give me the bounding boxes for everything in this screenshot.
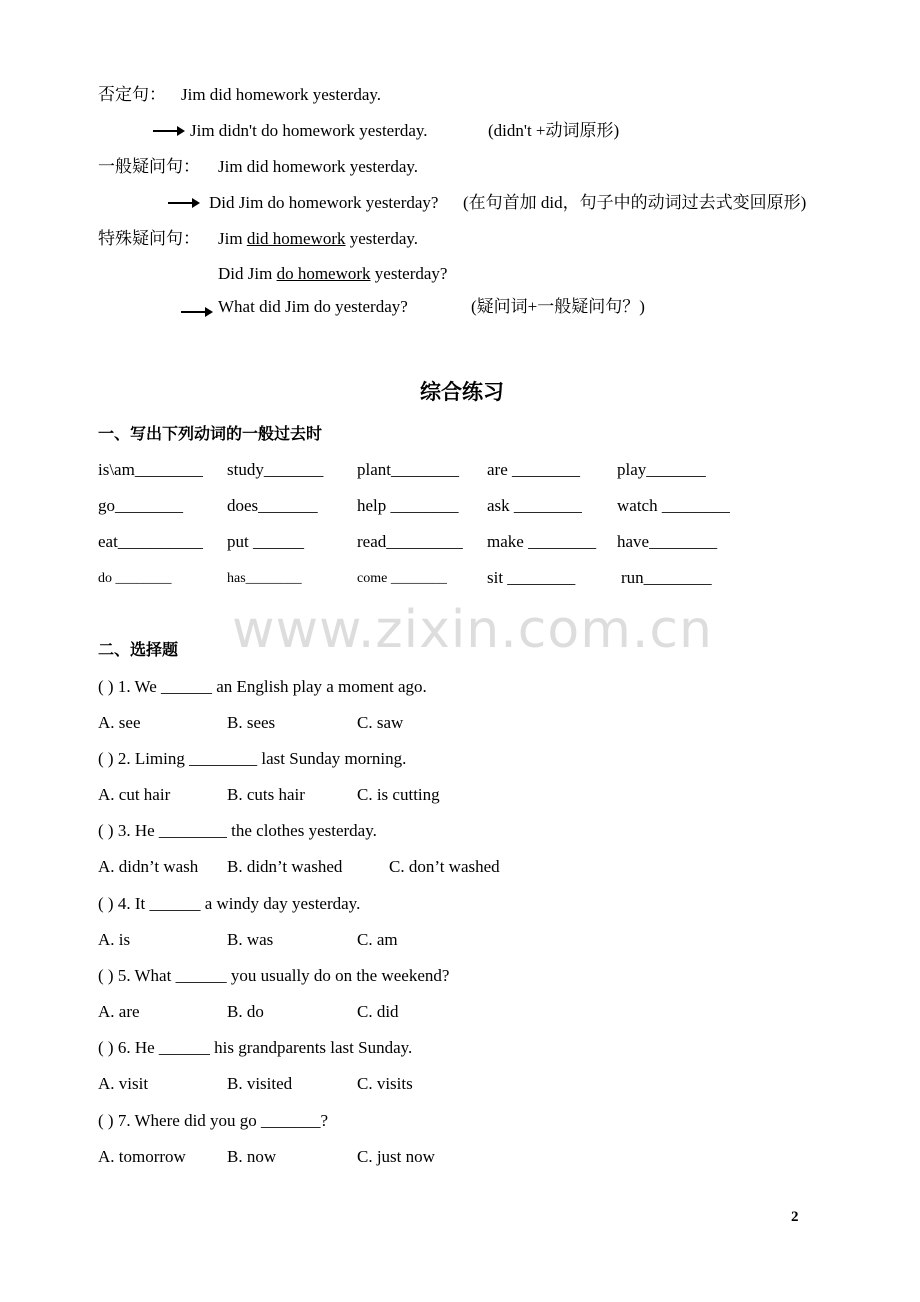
watermark: www.zixin.com.cn: [232, 600, 713, 660]
verb-item: sit ________: [487, 568, 576, 587]
special-question-line1: [218, 229, 418, 249]
verb-item: ask ________: [487, 496, 582, 515]
special-line1-pre: Jim: [218, 229, 247, 248]
verb-item: go________: [98, 496, 183, 515]
option-a: A. is: [98, 930, 131, 949]
verb-item: do ________: [98, 571, 172, 586]
negative-result: Jim didn't do homework yesterday.: [190, 121, 428, 140]
special-question-note: (疑问词+一般疑问句？): [471, 297, 645, 316]
general-question-result: Did Jim do homework yesterday?: [209, 193, 439, 212]
option-c: C. just now: [357, 1147, 435, 1166]
verb-item: eat__________: [98, 532, 203, 551]
general-question-note: (在句首加 did，句子中的动词过去式变回原形): [463, 193, 807, 212]
negative-note: (didn't +动词原形): [488, 121, 620, 140]
special-line1-underlined: did homework: [246, 229, 346, 248]
section1-heading: 一、写出下列动词的一般过去时: [98, 424, 323, 443]
option-b: B. now: [227, 1147, 277, 1166]
verb-item: has________: [227, 571, 302, 586]
special-question-result: What did Jim do yesterday?: [218, 297, 408, 316]
practice-title: 综合练习: [420, 380, 504, 404]
verb-item: run________: [621, 568, 712, 587]
question-text: ( ) 3. He ________ the clothes yesterday.: [98, 821, 377, 840]
negative-label: 否定句：: [98, 85, 166, 104]
verb-item: help ________: [357, 496, 459, 515]
option-a: A. cut hair: [98, 785, 171, 804]
general-question-label: 一般疑问句：: [98, 157, 200, 176]
negative-example: Jim did homework yesterday.: [181, 85, 382, 104]
option-b: B. was: [227, 930, 274, 949]
verb-item: watch ________: [617, 496, 730, 515]
special-question-line2: [218, 264, 447, 284]
verb-item: come ________: [357, 571, 447, 586]
option-b: B. didn’t washed: [227, 857, 343, 876]
option-c: C. am: [357, 930, 398, 949]
option-b: B. visited: [227, 1074, 293, 1093]
special-line2-post: yesterday?: [370, 264, 448, 283]
special-line2-underlined: do homework: [276, 264, 371, 283]
arrow-icon: [153, 130, 183, 132]
option-c: C. is cutting: [357, 785, 440, 804]
option-b: B. sees: [227, 713, 276, 732]
option-c: C. visits: [357, 1074, 413, 1093]
question-text: ( ) 2. Liming ________ last Sunday morning.: [98, 749, 407, 768]
verb-item: read_________: [357, 532, 463, 551]
option-c: C. don’t washed: [389, 857, 500, 876]
verb-item: put ______: [227, 532, 304, 551]
question-text: ( ) 5. What ______ you usually do on the weekend?: [98, 966, 450, 985]
question-text: ( ) 7. Where did you go _______?: [98, 1111, 329, 1130]
option-a: A. visit: [98, 1074, 149, 1093]
arrow-icon: [168, 202, 198, 204]
question-text: ( ) 4. It ______ a windy day yesterday.: [98, 894, 361, 913]
option-a: A. tomorrow: [98, 1147, 186, 1166]
option-c: C. saw: [357, 713, 404, 732]
special-line2-pre: Did Jim: [218, 264, 277, 283]
verb-item: is\am________: [98, 460, 203, 479]
verb-item: plant________: [357, 460, 459, 479]
option-b: B. do: [227, 1002, 264, 1021]
arrow-icon: [181, 311, 211, 313]
verb-item: does_______: [227, 496, 318, 515]
section2-heading: 二、选择题: [98, 640, 179, 659]
option-a: A. see: [98, 713, 141, 732]
special-question-label: 特殊疑问句：: [98, 229, 200, 248]
option-c: C. did: [357, 1002, 399, 1021]
verb-item: study_______: [227, 460, 324, 479]
option-a: A. are: [98, 1002, 140, 1021]
option-b: B. cuts hair: [227, 785, 305, 804]
general-question-example: Jim did homework yesterday.: [218, 157, 419, 176]
question-text: ( ) 6. He ______ his grandparents last Sunday.: [98, 1038, 413, 1057]
special-line1-post: yesterday.: [345, 229, 419, 248]
verb-item: are ________: [487, 460, 581, 479]
verb-item: play_______: [617, 460, 706, 479]
option-a: A. didn’t wash: [98, 857, 199, 876]
question-text: ( ) 1. We ______ an English play a moment ago.: [98, 677, 427, 696]
verb-item: have________: [617, 532, 718, 551]
verb-item: make ________: [487, 532, 597, 551]
page-number: 2: [791, 1209, 799, 1225]
